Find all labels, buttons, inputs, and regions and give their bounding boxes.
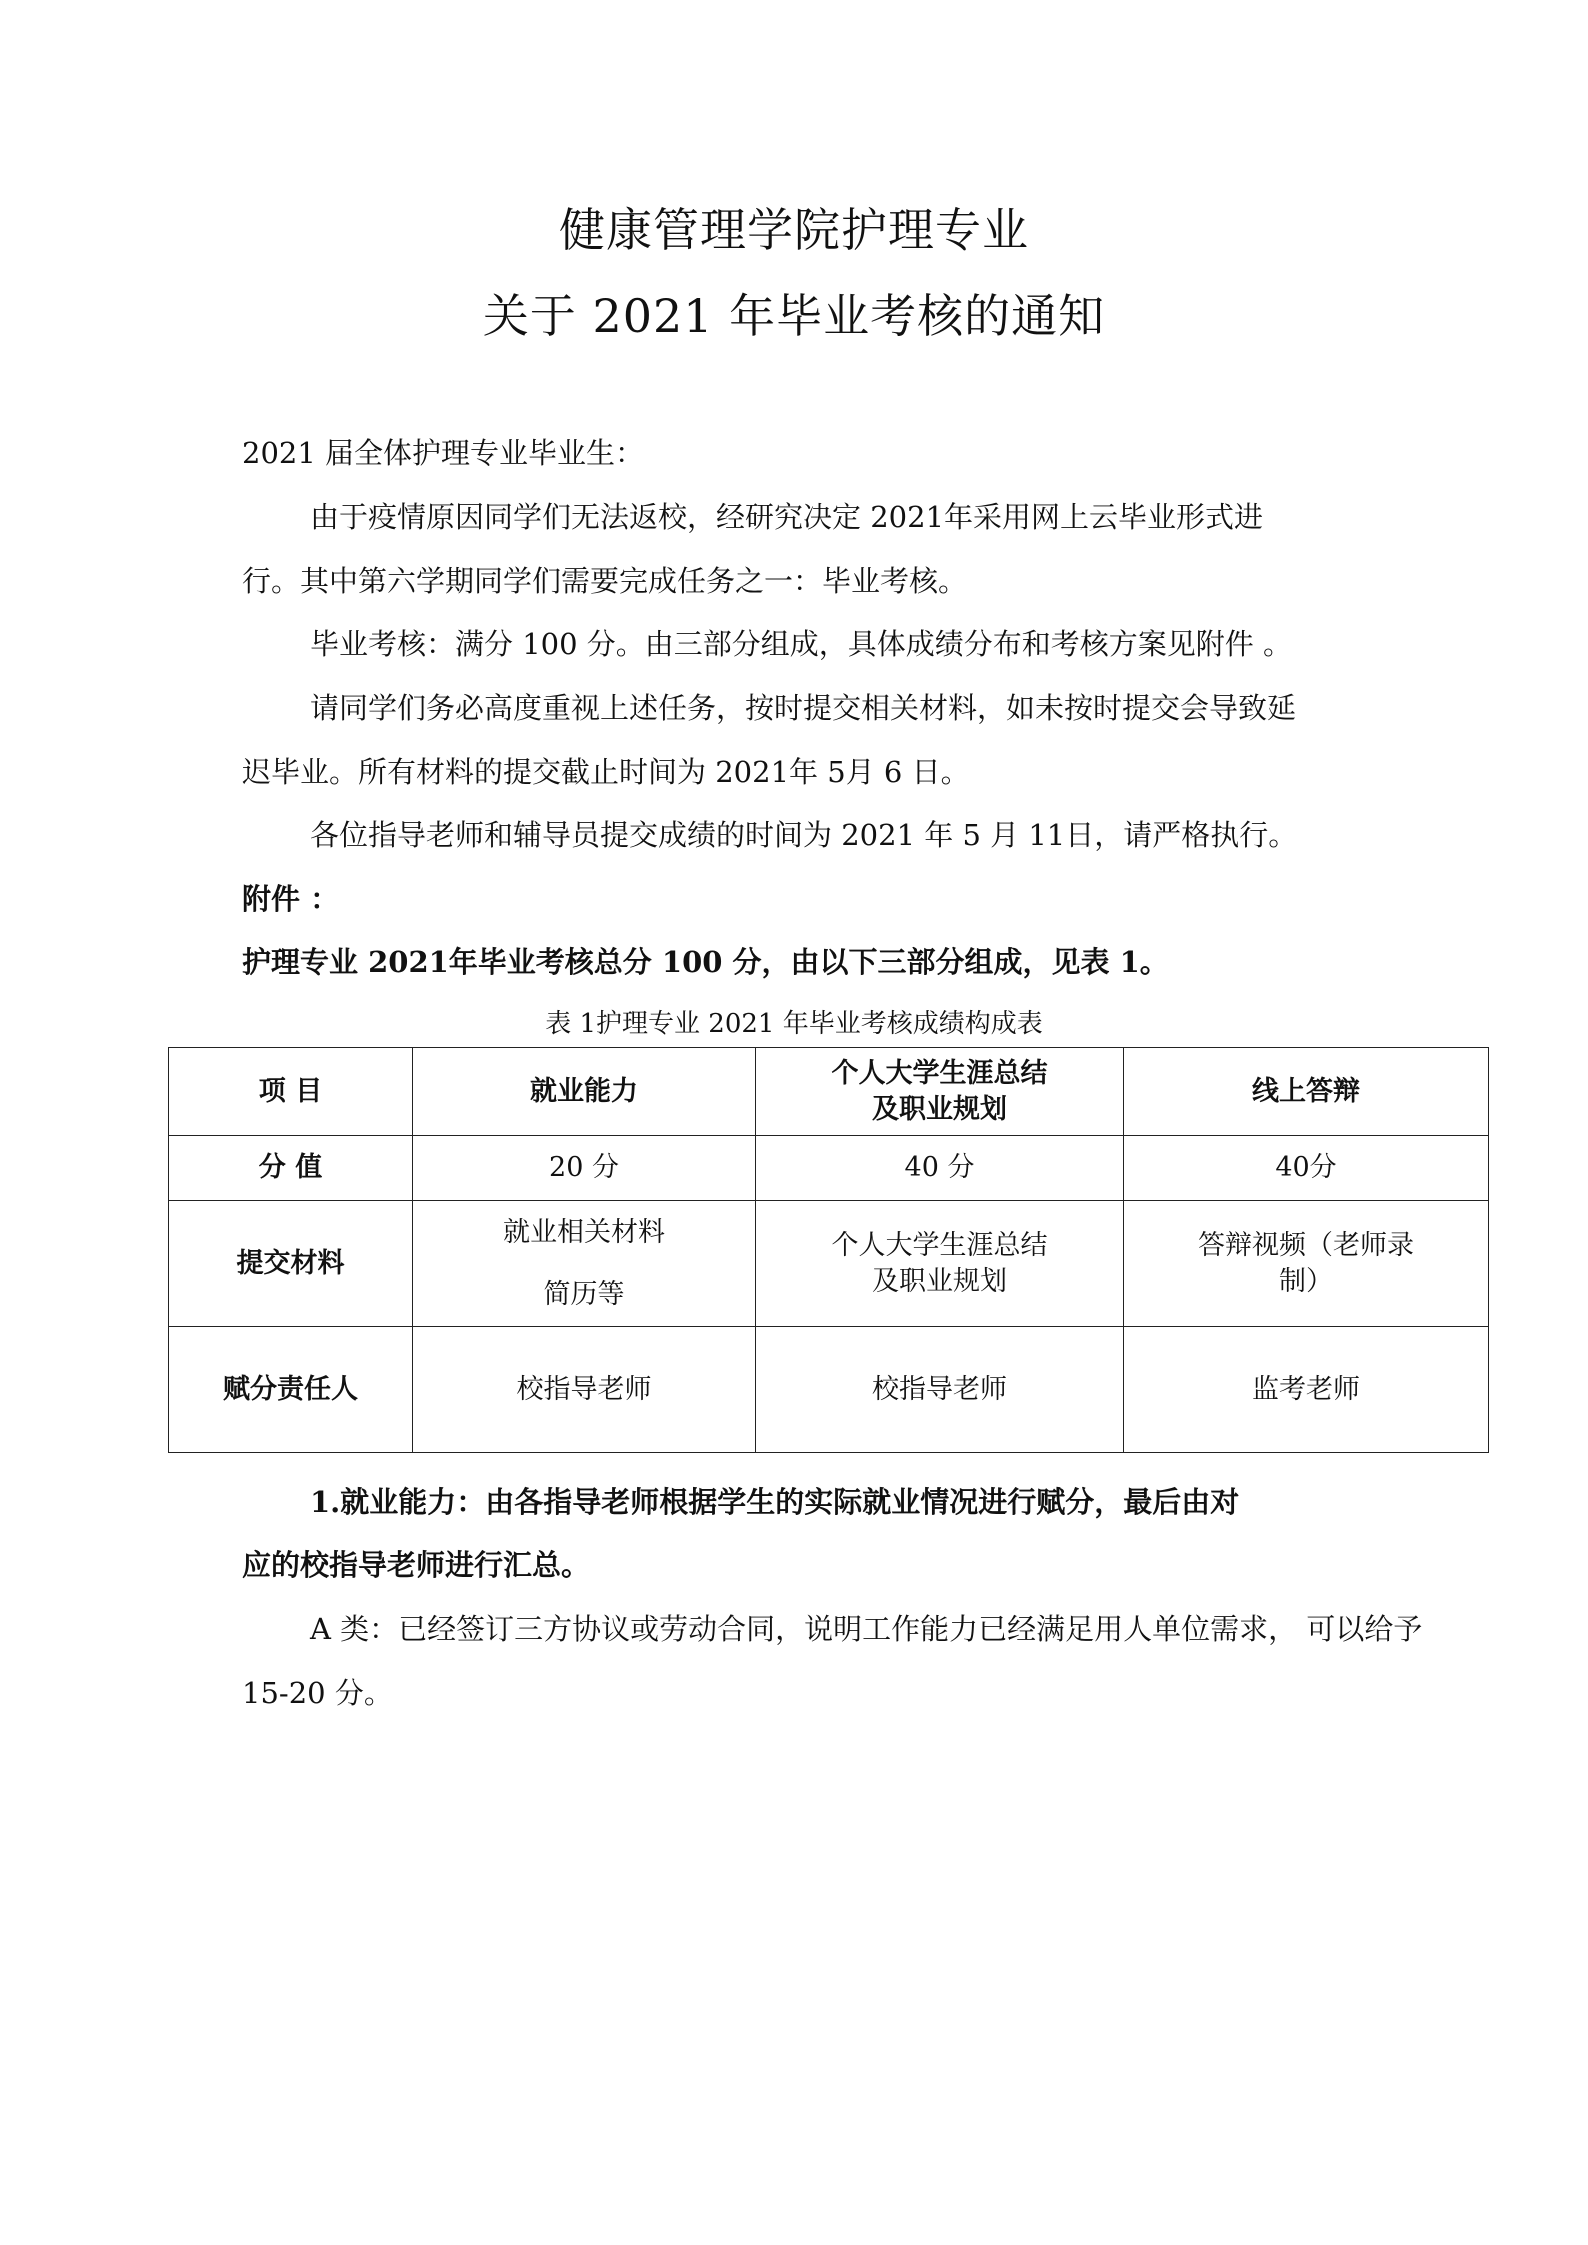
header-career-summary-line-1: 个人大学生涯总结: [831, 1057, 1048, 1089]
paragraph-4: 各位指导老师和辅导员提交成绩的时间为 2021 年 5 月 11日，请严格执行。: [310, 818, 1298, 852]
document-title-line-2: 关于 2021 年毕业考核的通知: [482, 289, 1106, 343]
category-a-line-2: 15-20 分。: [242, 1676, 393, 1710]
document-title-line-1: 健康管理学院护理专业: [559, 203, 1029, 257]
materials-online-defense-line-1: 答辩视频（老师录: [1198, 1229, 1414, 1261]
attachment-label: 附件 ：: [242, 882, 340, 916]
row-grader-label: 赋分责任人: [169, 1327, 413, 1453]
category-a-line-1: A 类：已经签订三方协议或劳动合同，说明工作能力已经满足用人单位需求， 可以给予: [310, 1612, 1423, 1646]
paragraph-3-line-2: 迟毕业。所有材料的提交截止时间为 2021年 5月 6 日。: [242, 755, 970, 789]
materials-online-defense: [1124, 1201, 1489, 1327]
header-career-summary: [756, 1048, 1124, 1136]
salutation: 2021 届全体护理专业毕业生：: [242, 436, 645, 470]
section-1-heading-line-2: 应的校指导老师进行汇总。: [242, 1548, 591, 1582]
header-online-defense-label: 线上答辩: [1252, 1075, 1360, 1107]
table-row-materials: [169, 1201, 1489, 1327]
table-header-row: [169, 1048, 1489, 1136]
materials-career-summary: [756, 1201, 1124, 1327]
header-item: [169, 1048, 413, 1136]
score-composition-table: [168, 1047, 1489, 1453]
header-employment: [413, 1048, 756, 1136]
score-career-summary: 40 分: [756, 1136, 1124, 1201]
row-materials-label: 提交材料: [169, 1201, 413, 1327]
table-row-score: [169, 1136, 1489, 1201]
section-1-heading-line-1: 1.就业能力：由各指导老师根据学生的实际就业情况进行赋分，最后由对: [310, 1485, 1240, 1519]
paragraph-1-line-2: 行。其中第六学期同学们需要完成任务之一：毕业考核。: [242, 564, 968, 598]
row-score-label: 分 值: [169, 1136, 413, 1201]
grader-online-defense: 监考老师: [1124, 1327, 1489, 1453]
paragraph-1-line-1: 由于疫情原因同学们无法返校，经研究决定 2021年采用网上云毕业形式进: [310, 500, 1264, 534]
header-item-label: 项 目: [258, 1075, 323, 1107]
materials-employment-line-2: 简历等: [543, 1278, 625, 1310]
table-row-grader: [169, 1327, 1489, 1453]
attachment-intro: 护理专业 2021年毕业考核总分 100 分，由以下三部分组成，见表 1。: [242, 945, 1169, 979]
score-online-defense: 40分: [1124, 1136, 1489, 1201]
materials-online-defense-line-2: 制）: [1279, 1265, 1333, 1297]
paragraph-2: 毕业考核：满分 100 分。由三部分组成，具体成绩分布和考核方案见附件 。: [310, 627, 1293, 661]
materials-career-summary-line-2: 及职业规划: [872, 1265, 1007, 1297]
materials-employment: [413, 1201, 756, 1327]
materials-employment-line-1: 就业相关材料: [503, 1216, 665, 1248]
grader-employment: 校指导老师: [413, 1327, 756, 1453]
score-employment: 20 分: [413, 1136, 756, 1201]
grader-career-summary: 校指导老师: [756, 1327, 1124, 1453]
materials-career-summary-line-1: 个人大学生涯总结: [831, 1229, 1048, 1261]
paragraph-3-line-1: 请同学们务必高度重视上述任务，按时提交相关材料，如未按时提交会导致延: [310, 691, 1297, 725]
header-career-summary-line-2: 及职业规划: [872, 1093, 1007, 1125]
header-employment-label: 就业能力: [530, 1075, 638, 1107]
table-caption: 表 1护理专业 2021 年毕业考核成绩构成表: [545, 1009, 1043, 1039]
header-online-defense: [1124, 1048, 1489, 1136]
